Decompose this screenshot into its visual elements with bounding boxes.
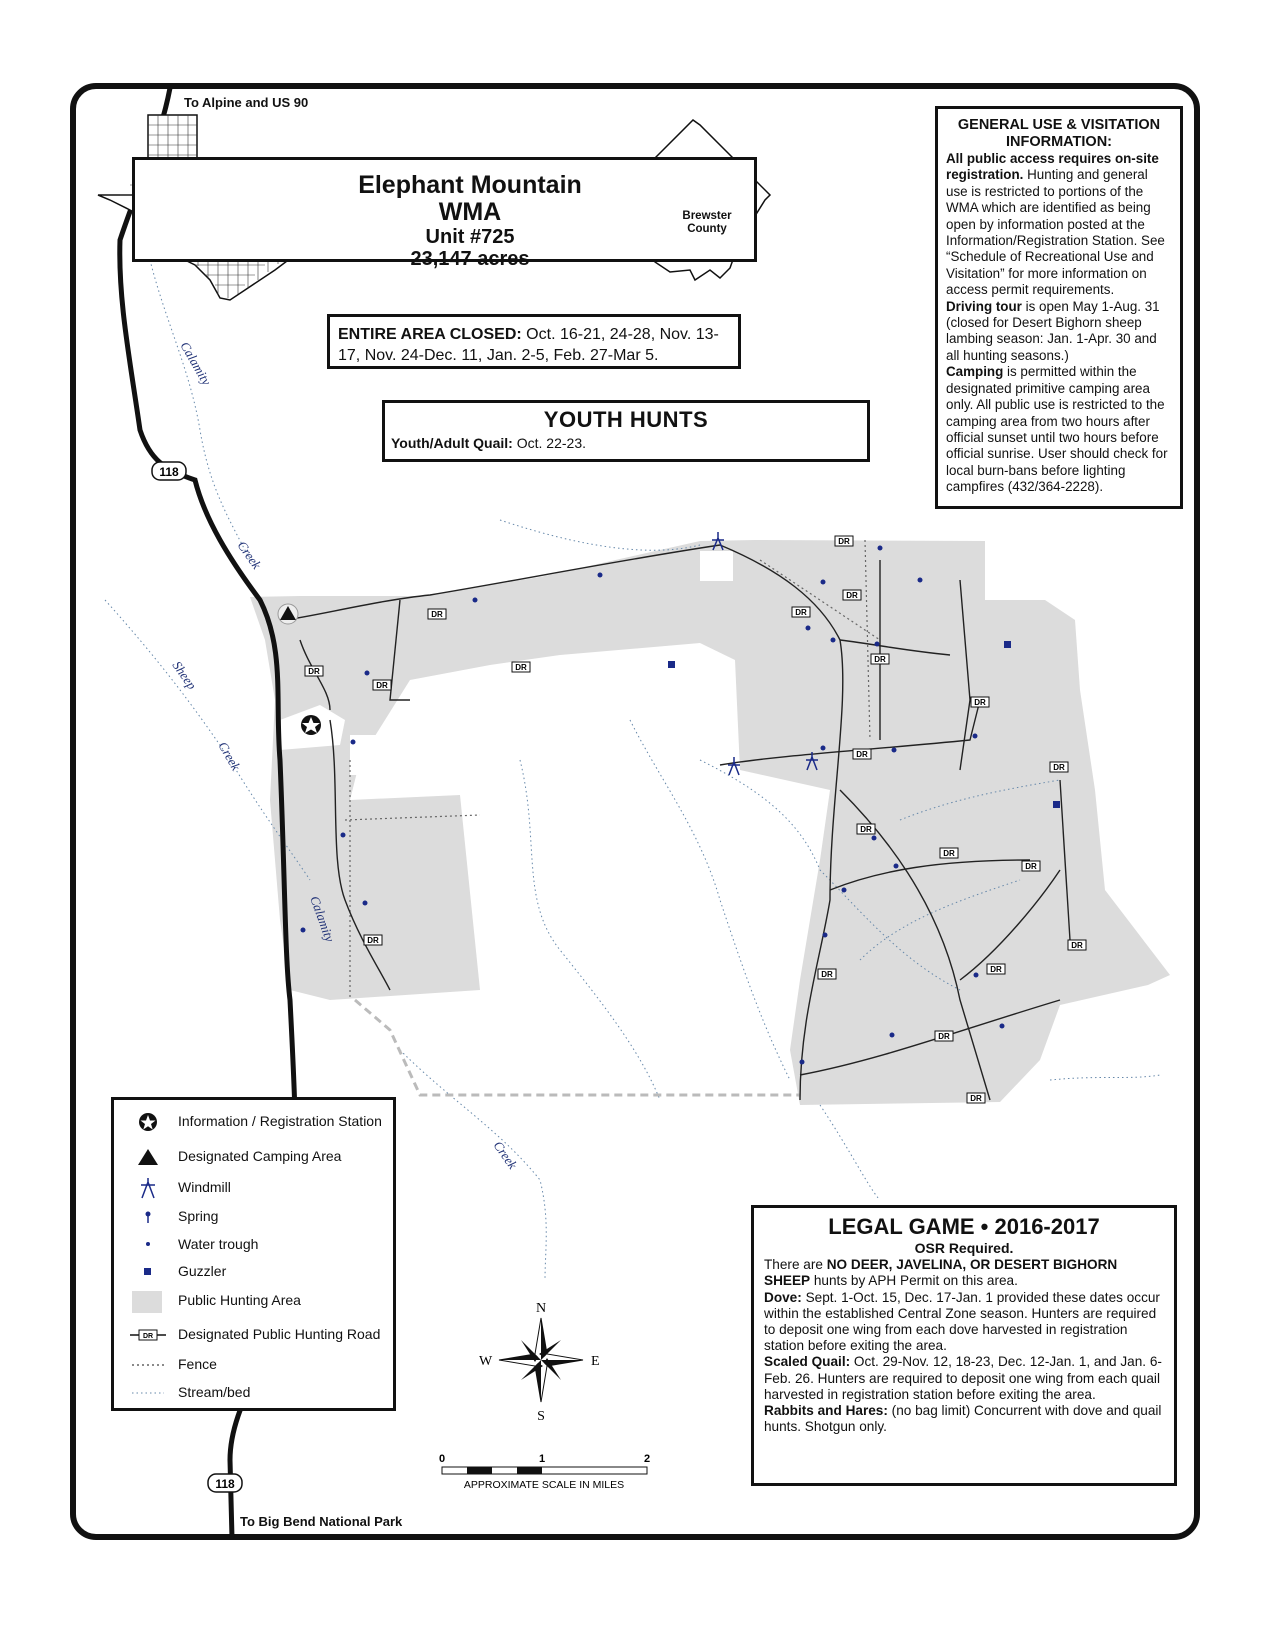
closure-label: ENTIRE AREA CLOSED: — [338, 326, 522, 343]
hwy-shield-south — [208, 1474, 242, 1492]
dr-marker — [967, 1093, 985, 1103]
legend-item — [114, 1323, 399, 1347]
closure-box — [327, 314, 741, 369]
dr-marker — [835, 536, 853, 546]
legend-item — [114, 1289, 399, 1313]
svg-text:DR: DR — [860, 825, 872, 834]
general-use-p1-text: Hunting and general use is restricted to portions of the WMA which are identified as being open by information posted at the Information/Registration Station. See “Schedule of Recreational Use and Visitation” for more information on access permit requirements. — [946, 167, 1165, 298]
quail-label: Scaled Quail: — [764, 1354, 851, 1370]
dr-marker — [853, 749, 871, 759]
legal-game-no-deer — [764, 1257, 1164, 1289]
scale-bar — [439, 1453, 650, 1491]
legend-item — [114, 1353, 399, 1377]
general-use-p3 — [946, 364, 1172, 495]
svg-text:DR: DR — [938, 1032, 950, 1041]
svg-text:DR: DR — [1071, 941, 1083, 950]
south-direction-label: To Big Bend National Park — [240, 1514, 403, 1529]
dr-marker — [857, 824, 875, 834]
legal-game-quail — [764, 1354, 1164, 1403]
dr-marker — [935, 1031, 953, 1041]
legend-item — [114, 1260, 399, 1284]
scale-tick-2: 2 — [643, 1453, 651, 1465]
legal-game-rabbits — [764, 1403, 1164, 1435]
stream-label-creek-1: Creek — [234, 538, 265, 572]
quail-text: Oct. 29-Nov. 12, 18-23, Dec. 12-Jan. 1, and Jan. 6-Feb. 26. Hunters are required to deposit one wing from each quail harvested in registration station before exiting the area. — [764, 1354, 1162, 1402]
youth-quail-dates: Oct. 22-23. — [516, 435, 586, 451]
windmill-icon — [728, 757, 740, 775]
fence-icon — [128, 1353, 168, 1377]
youth-hunts-line — [391, 435, 861, 451]
scale-label: APPROXIMATE SCALE IN MILES — [463, 1479, 625, 1491]
dr-marker — [1068, 940, 1086, 950]
general-use-p2-text: is open May 1-Aug. 31 (closed for Desert Bighorn sheep lambing season: Jan. 1-Apr. 30 and all hunting seasons.) — [946, 298, 1160, 363]
svg-text:DR: DR — [974, 698, 986, 707]
hwy-shield-north — [152, 462, 186, 480]
compass-n: N — [535, 1301, 547, 1316]
legend-item — [114, 1145, 399, 1169]
legend-label: Fence — [178, 1356, 217, 1372]
svg-text:DR: DR — [846, 591, 858, 600]
svg-text:DR: DR — [367, 936, 379, 945]
dr-marker — [792, 607, 810, 617]
north-direction-label: To Alpine and US 90 — [184, 95, 309, 110]
compass-s: S — [537, 1409, 545, 1424]
rabbits-label: Rabbits and Hares: — [764, 1403, 888, 1419]
no-deer-post: hunts by APH Permit on this area. — [813, 1273, 1018, 1289]
svg-text:DR: DR — [943, 849, 955, 858]
legend-label: Windmill — [178, 1179, 231, 1195]
compass-w: W — [479, 1354, 493, 1369]
public-hunting-area — [250, 540, 1170, 1105]
public-area-icon — [128, 1289, 168, 1313]
stream-label-calamity-1: Calamity — [177, 339, 215, 388]
camping-area-icon — [278, 604, 298, 624]
svg-text:DR: DR — [795, 608, 807, 617]
general-use-p3-text: is permitted within the designated primitive camping area only. All public use is restricted to the camping area from two hours after official sunset until two hours before official sunrise. User should check for local burn-bans before lighting campfires (432/364-2228). — [946, 364, 1168, 495]
legend-label: Water trough — [178, 1236, 259, 1252]
svg-text:DR: DR — [515, 663, 527, 672]
title-box — [132, 157, 757, 270]
svg-text:DR: DR — [1025, 862, 1037, 871]
dr-marker — [364, 935, 382, 945]
svg-text:DR: DR — [838, 537, 850, 546]
acreage: 23,147 acres — [410, 248, 530, 270]
legend-label: Stream/bed — [178, 1384, 251, 1400]
unit-number: Unit #725 — [425, 226, 515, 248]
boundary-dashed — [355, 1000, 800, 1095]
youth-hunts-box — [382, 400, 870, 462]
rabbits-text: (no bag limit) Concurrent with dove and quail hunts. Shotgun only. — [764, 1403, 1162, 1435]
legend-label: Spring — [178, 1208, 219, 1224]
road-icon — [128, 1323, 168, 1347]
svg-text:DR: DR — [874, 655, 886, 664]
legend-label: Information / Registration Station — [178, 1113, 382, 1129]
dr-marker — [512, 662, 530, 672]
general-use-p3-bold: Camping — [946, 364, 1004, 380]
scale-tick-0: 0 — [438, 1453, 446, 1465]
tent-icon — [128, 1145, 168, 1169]
legal-game-osr: OSR Required. — [914, 1240, 1014, 1256]
dr-marker — [971, 697, 989, 707]
legal-game-box — [751, 1205, 1177, 1486]
dr-marker — [987, 964, 1005, 974]
hwy-shield-south-label: 118 — [215, 1477, 235, 1491]
legend-label: Designated Camping Area — [178, 1148, 342, 1164]
svg-text:DR: DR — [990, 965, 1002, 974]
guzzler-icon — [128, 1260, 168, 1284]
svg-text:DR: DR — [431, 610, 443, 619]
general-use-p1 — [946, 151, 1172, 299]
legal-game-title: LEGAL GAME • 2016-2017 — [828, 1214, 1100, 1239]
legend-item — [114, 1110, 399, 1134]
svg-text:DR: DR — [142, 1333, 154, 1340]
legend-label: Public Hunting Area — [178, 1292, 301, 1308]
closure-dates: Oct. 16-21, 24-28, Nov. 13-17, Nov. 24-Dec. 11, Jan. 2-5, Feb. 27-Mar 5. — [338, 326, 719, 364]
dr-marker — [1050, 762, 1068, 772]
svg-text:DR: DR — [821, 970, 833, 979]
legend-item — [114, 1176, 399, 1200]
legend-label: Guzzler — [178, 1263, 227, 1279]
scale-tick-1: 1 — [538, 1453, 546, 1465]
inholding-3 — [700, 551, 733, 581]
svg-text:DR: DR — [308, 667, 320, 676]
legend-item — [114, 1381, 399, 1405]
stream-label-creek-2: Creek — [215, 739, 244, 773]
star-circle-icon — [128, 1110, 168, 1134]
dr-marker — [940, 848, 958, 858]
map-legend — [111, 1097, 396, 1411]
dove-label: Dove: — [764, 1289, 802, 1305]
legend-item — [114, 1205, 399, 1229]
stream-label-sheep: Sheep — [169, 658, 200, 693]
legend-item — [114, 1233, 399, 1257]
stream-label-creek-3: Creek — [490, 1138, 521, 1172]
inholding-1 — [350, 735, 405, 775]
dr-marker — [373, 680, 391, 690]
dr-marker — [843, 590, 861, 600]
dr-marker — [1022, 861, 1040, 871]
hwy-shield-north-label: 118 — [159, 465, 179, 479]
compass-rose — [479, 1301, 600, 1424]
general-use-p2 — [946, 299, 1172, 365]
youth-hunts-title: YOUTH HUNTS — [543, 407, 709, 432]
stream-label-calamity-2: Calamity — [307, 893, 338, 944]
dr-marker — [305, 666, 323, 676]
dr-marker — [818, 969, 836, 979]
dr-marker — [428, 609, 446, 619]
svg-text:DR: DR — [376, 681, 388, 690]
legal-game-dove — [764, 1290, 1164, 1355]
svg-text:DR: DR — [1053, 763, 1065, 772]
svg-text:DR: DR — [856, 750, 868, 759]
general-use-p2-bold: Driving tour — [946, 298, 1022, 314]
dove-text: Sept. 1-Oct. 15, Dec. 17-Jan. 1 provided these dates occur within the established Central Zone season. Hunters are required to deposit one wing from each dove harvested in registration station before exiting the area. — [764, 1289, 1160, 1354]
general-use-p1-bold: All public access requires on-site registration. — [946, 151, 1159, 183]
spring-icon — [128, 1205, 168, 1229]
page-title: Elephant Mountain WMA — [358, 171, 582, 226]
compass-e: E — [591, 1354, 600, 1369]
title-block — [325, 172, 615, 270]
windmill-icon — [128, 1176, 168, 1200]
dr-marker — [871, 654, 889, 664]
svg-text:DR: DR — [970, 1094, 982, 1103]
legend-label: Designated Public Hunting Road — [178, 1326, 381, 1342]
youth-quail-label: Youth/Adult Quail: — [391, 435, 513, 451]
stream-icon — [128, 1381, 168, 1405]
general-use-title: GENERAL USE & VISITATION INFORMATION: — [957, 117, 1161, 150]
no-deer-bold: NO DEER, JAVELINA, OR DESERT BIGHORN SHEEP — [764, 1257, 1118, 1289]
registration-station-icon — [301, 715, 321, 735]
county-label: Brewster County — [682, 210, 732, 235]
general-use-box — [935, 106, 1183, 509]
no-deer-pre: There are — [764, 1257, 823, 1273]
water-trough-icon — [128, 1233, 168, 1257]
